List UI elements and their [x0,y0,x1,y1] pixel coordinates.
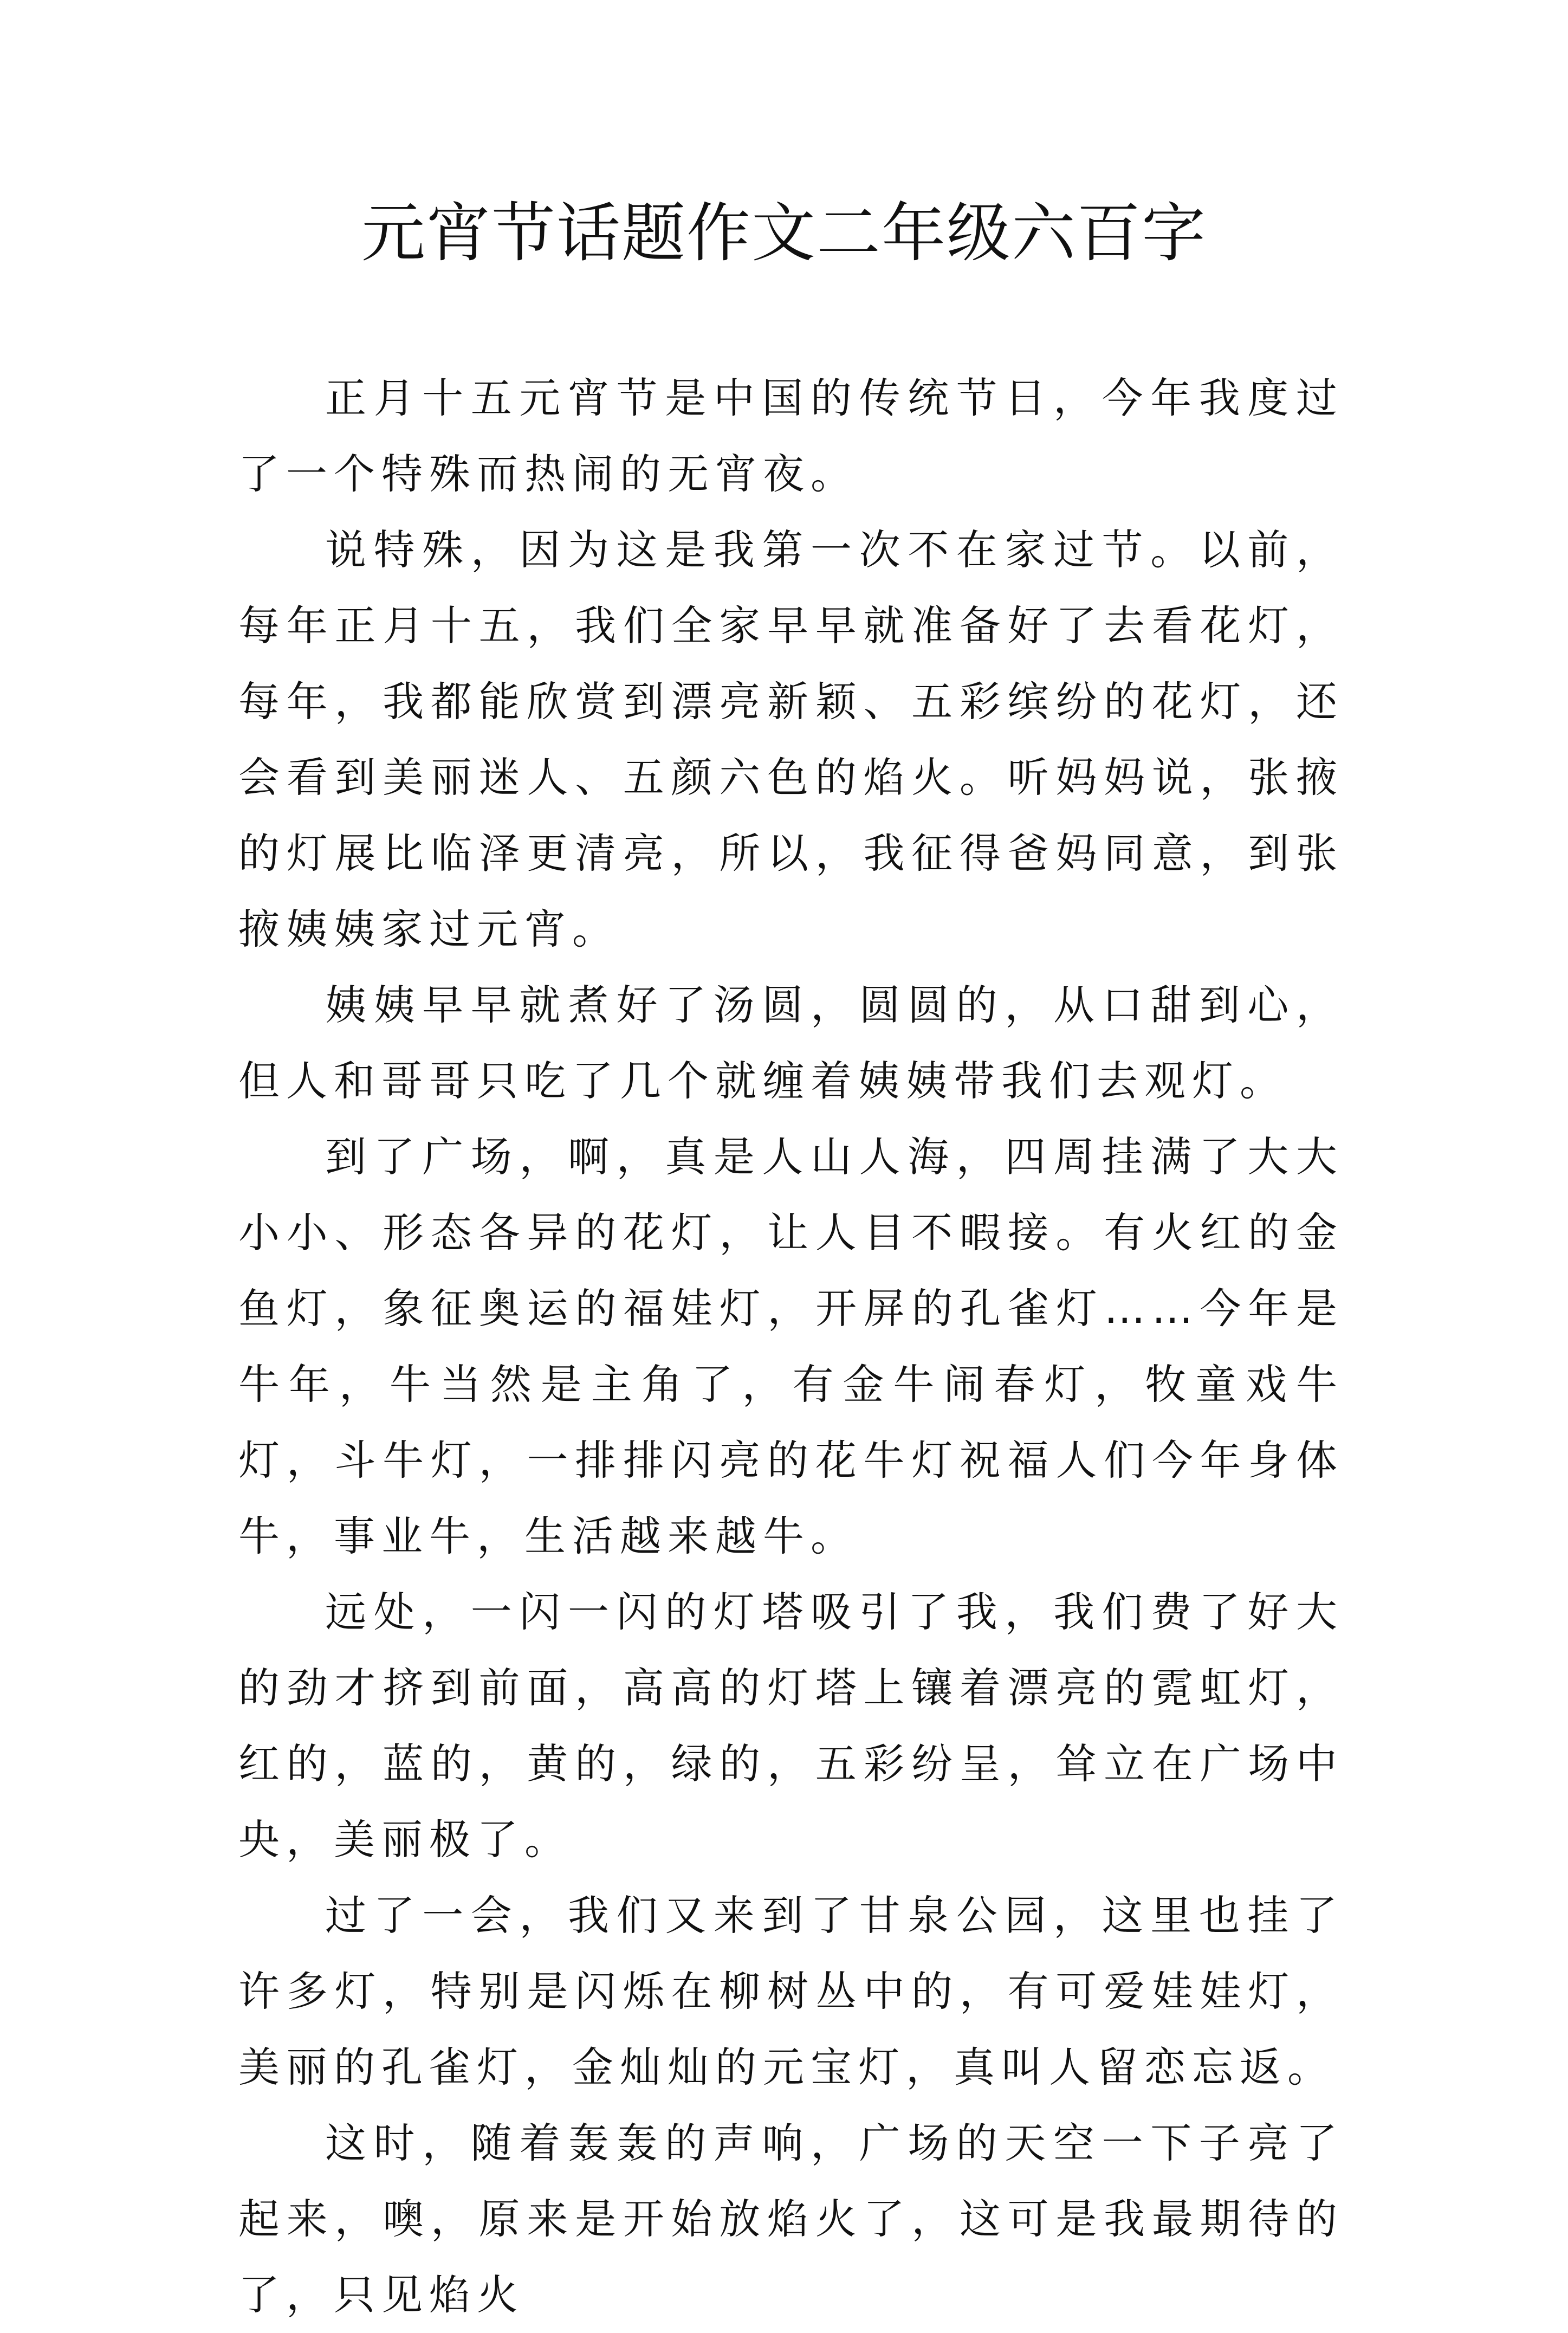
paragraph: 到了广场，啊，真是人山人海，四周挂满了大大小小、形态各异的花灯，让人目不暇接。有火红的金鱼灯，象征奥运的福娃灯，开屏的孔雀灯……今年是牛年，牛当然是主角了，有金牛闹春灯，牧童戏牛灯，斗牛灯，一排排闪亮的花牛灯祝福人们今年身体牛，事业牛，生活越来越牛。 [238,1133,1344,1560]
paragraph: 过了一会，我们又来到了甘泉公园，这里也挂了许多灯，特别是闪烁在柳树丛中的，有可爱娃娃灯，美丽的孔雀灯，金灿灿的元宝灯，真叫人留恋忘返。 [238,1891,1344,2091]
paragraph: 远处，一闪一闪的灯塔吸引了我，我们费了好大的劲才挤到前面，高高的灯塔上镶着漂亮的霓虹灯，红的，蓝的，黄的，绿的，五彩纷呈，耸立在广场中央，美丽极了。 [238,1588,1344,1864]
paragraph: 姨姨早早就煮好了汤圆，圆圆的，从口甜到心，但人和哥哥只吃了几个就缠着姨姨带我们去观灯。 [238,981,1344,1105]
document-body [238,360,1344,2333]
document-title: 元宵节话题作文二年级六百字 [361,196,1207,270]
paragraph: 这时，随着轰轰的声响，广场的天空一下子亮了起来，噢，原来是开始放焰火了，这可是我最期待的了，只见焰火 [238,2119,1344,2319]
paragraph: 正月十五元宵节是中国的传统节日，今年我度过了一个特殊而热闹的无宵夜。 [238,374,1344,498]
paragraph: 说特殊，因为这是我第一次不在家过节。以前，每年正月十五，我们全家早早就准备好了去看花灯，每年，我都能欣赏到漂亮新颖、五彩缤纷的花灯，还会看到美丽迷人、五颜六色的焰火。听妈妈说，张掖的灯展比临泽更清亮，所以，我征得爸妈同意，到张掖姨姨家过元宵。 [238,526,1344,953]
